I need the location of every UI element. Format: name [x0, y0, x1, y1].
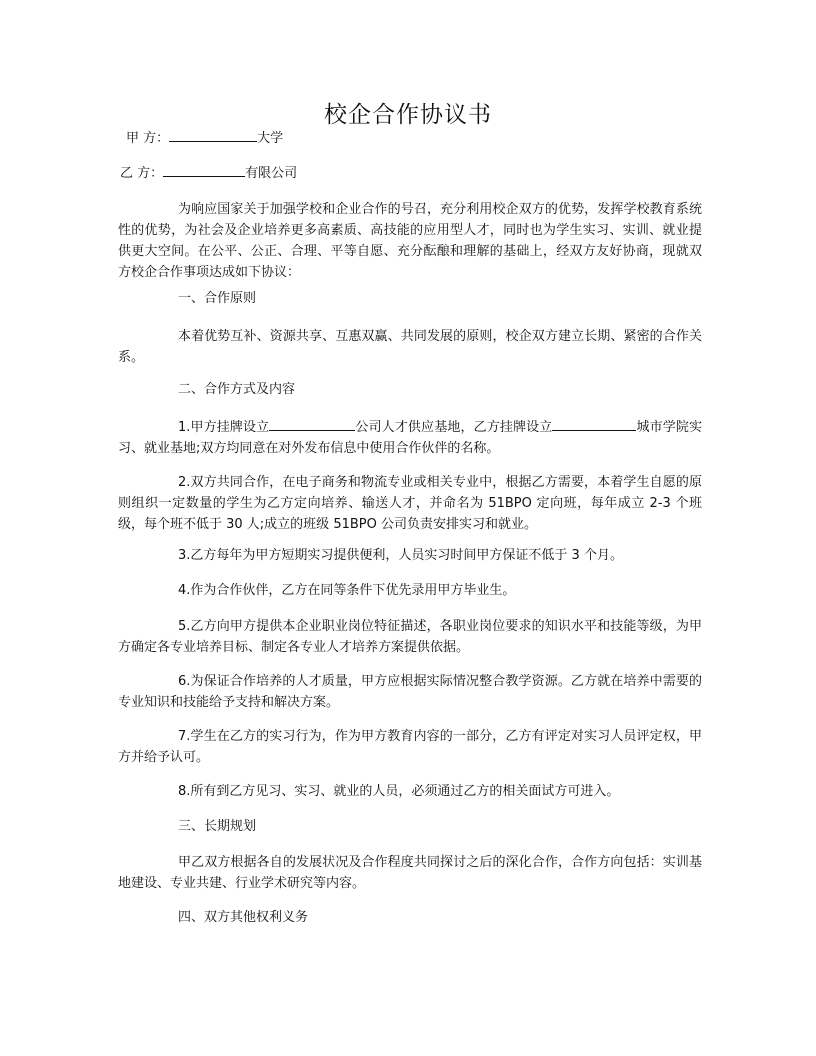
item-1-part-b: 公司人才供应基地，乙方挂牌设立 [355, 420, 553, 435]
section-2-item-2: 2.双方共同合作，在电子商务和物流专业或相关专业中，根据乙方需要，本着学生自愿的原则组织一定数量的学生为乙方定向培养、输送人才，并命名为 51BPO 定向班，每年成立 2-3 个班级，每个班不低于 30 人;成立的班级 51BPO 公司负责安排实习和就业。 [118, 475, 702, 532]
document-title: 校企合作协议书 [324, 102, 492, 128]
section-2-item-1 [118, 417, 702, 459]
section-3-heading: 三、长期规划 [178, 819, 257, 834]
party-a-suffix: 大学 [257, 131, 284, 146]
party-b-label: 乙 方： [120, 166, 164, 181]
section-4-heading: 四、双方其他权利义务 [178, 910, 309, 925]
item-1-part-c: 城市学院实习、就业基地;双方均同意在对外发布信息中使用合作伙伴的名称。 [118, 420, 702, 456]
section-2-item-3: 3.乙方每年为甲方短期实习提供便利，人员实习时间甲方保证不低于 3 个月。 [178, 548, 623, 563]
party-a-blank [169, 128, 257, 142]
intro-paragraph: 为响应国家关于加强学校和企业合作的号召，充分利用校企双方的优势，发挥学校教育系统性的优势，为社会及企业培养更多高素质、高技能的应用型人才，同时也为学生实习、实训、就业提供更大空间。在公平、公正、合理、平等自愿、充分酝酿和理解的基础上，经双方友好协商，现就双方校企合作事项达成如下协议： [118, 202, 702, 280]
section-2-item-5: 5.乙方向甲方提供本企业职业岗位特征描述，各职业岗位要求的知识水平和技能等级，为甲方确定各专业培养目标、制定各专业人才培养方案提供依据。 [118, 619, 702, 655]
item-1-blank-b [552, 417, 636, 431]
item-1-part-a: 1.甲方挂牌设立 [178, 420, 270, 435]
section-3-body: 甲乙双方根据各自的发展状况及合作程度共同探讨之后的深化合作，合作方向包括：实训基地建设、专业共建、行业学术研究等内容。 [118, 855, 702, 891]
section-2-item-4: 4.作为合作伙伴，乙方在同等条件下优先录用甲方毕业生。 [178, 583, 516, 598]
party-a-line [126, 128, 283, 148]
party-b-suffix: 有限公司 [245, 166, 298, 181]
section-2-item-8: 8.所有到乙方见习、实习、就业的人员，必须通过乙方的相关面试方可进入。 [178, 784, 620, 799]
section-2-heading: 二、合作方式及内容 [178, 382, 296, 397]
section-2-item-6: 6.为保证合作培养的人才质量，甲方应根据实际情况整合教学资源。乙方就在培养中需要的专业知识和技能给予支持和解决方案。 [118, 674, 702, 710]
section-1-heading: 一、合作原则 [178, 291, 257, 306]
party-b-line [120, 163, 297, 183]
party-a-label: 甲 方： [126, 131, 170, 146]
party-b-blank [163, 163, 245, 177]
item-1-blank-a [269, 417, 355, 431]
section-2-item-7: 7.学生在乙方的实习行为，作为甲方教育内容的一部分，乙方有评定对实习人员评定权，甲方并给予认可。 [118, 729, 702, 765]
section-1-body: 本着优势互补、资源共享、互惠双赢、共同发展的原则，校企双方建立长期、紧密的合作关系。 [118, 329, 702, 365]
